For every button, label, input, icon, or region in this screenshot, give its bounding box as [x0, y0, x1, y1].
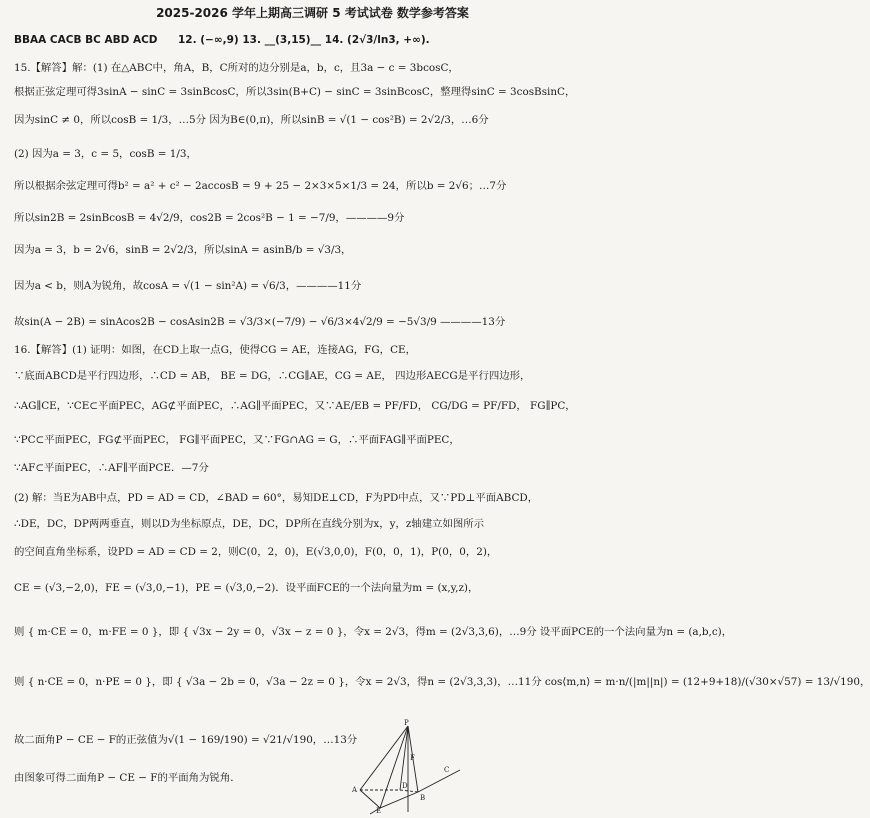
figure-label: F — [410, 754, 415, 762]
solution-line: 故sin(A − 2B) = sinAcos2B − cosAsin2B = √3/3×(−7/9) − √6/3×4√2/9 = −5√3/9 ————13分 — [14, 316, 506, 328]
solution-line: 根据正弦定理可得3sinA − sinC = 3sinBcosC，所以3sin(B+C) − sinC = 3sinBcosC，整理得sinC = 3cosBsinC， — [14, 86, 576, 98]
solution-line: 则 { m·CE = 0，m·FE = 0 }，即 { √3x − 2y = 0，√3x − z = 0 }，令x = 2√3，得m = (2√3,3,6)，…9分 设平面PCE的一个法向量为n = (a,b,c)， — [14, 626, 733, 638]
solution-line: 的空间直角坐标系，设PD = AD = CD = 2，则C(0，2，0)，E(√3,0,0)，F(0，0，1)，P(0，0，2)， — [14, 546, 498, 558]
choice-answers: BBAA CACB BC ABD ACD — [14, 34, 158, 46]
solution-line: 所以sin2B = 2sinBcosB = 4√2/9，cos2B = 2cos²B − 1 = −7/9，————9分 — [14, 212, 405, 224]
solution-line: 所以根据余弦定理可得b² = a² + c² − 2accosB = 9 + 25 − 2×3×5×1/3 = 24，所以b = 2√6；…7分 — [14, 180, 507, 192]
solution-line: ∴DE，DC，DP两两垂直，则以D为坐标原点，DE，DC，DP所在直线分别为x，y，z轴建立如图所示 — [14, 518, 485, 530]
solution-line: 16.【解答】(1) 证明：如图，在CD上取一点G，使得CG = AE，连接AG，FG，CE， — [14, 344, 416, 356]
solution-line: (2) 因为a = 3，c = 5，cosB = 1/3， — [14, 148, 197, 160]
solution-line: ∵底面ABCD是平行四边形，∴CD = AB， BE = DG，∴CG∥AE，CG = AE， 四边形AECG是平行四边形， — [14, 370, 531, 382]
solution-line: 故二面角P − CE − F的正弦值为√(1 − 169/190) = √21/√190，…13分 — [14, 734, 358, 746]
solution-line: ∵AF⊂平面PEC，∴AF∥平面PCE．—7分 — [14, 462, 209, 474]
figure-label: A — [352, 786, 358, 794]
figure-label: E — [376, 807, 382, 815]
solution-line: 则 { n·CE = 0，n·PE = 0 }，即 { √3a − 2b = 0，√3a − 2z = 0 }，令x = 2√3，得n = (2√3,3,3)，…11分 cos⟨m,n⟩ = m·n/(|m||n|) = (12+9+18)/(√30×√57) = 13/√190， — [14, 676, 870, 688]
solution-line: CE = (√3,−2,0)，FE = (√3,0,−1)，PE = (√3,0,−2)．设平面FCE的一个法向量为m = (x,y,z)， — [14, 582, 479, 594]
pyramid-figure — [340, 720, 490, 815]
figure-label: C — [444, 766, 450, 774]
fill-in-answers: 12. (−∞,9) 13. __(3,15)__ 14. (2√3/ln3, +∞). — [178, 34, 430, 46]
solution-line: (2) 解：当E为AB中点，PD = AD = CD，∠BAD = 60°，易知DE⊥CD，F为PD中点，又∵PD⊥平面ABCD， — [14, 492, 539, 504]
solution-line: 因为sinC ≠ 0，所以cosB = 1/3，…5分 因为B∈(0,π)，所以sinB = √(1 − cos²B) = 2√2/3，…6分 — [14, 114, 489, 126]
solution-line: 因为a < b，则A为锐角，故cosA = √(1 − sin²A) = √6/3，————11分 — [14, 280, 362, 292]
solution-line: 由图象可得二面角P − CE − F的平面角为锐角． — [14, 772, 241, 784]
solution-line: 因为a = 3，b = 2√6，sinB = 2√2/3，所以sinA = asinB/b = √3/3， — [14, 244, 352, 256]
solution-line: ∴AG∥CE，∵CE⊂平面PEC，AG⊄平面PEC，∴AG∥平面PEC，又∵AE/EB = PF/FD， CG/DG = PF/FD， FG∥PC， — [14, 400, 576, 412]
figure-label: P — [404, 719, 409, 727]
page-title: 2025-2026 学年上期高三调研 5 考试试卷 数学参考答案 — [156, 6, 469, 20]
solution-line: ∵PC⊂平面PEC，FG⊄平面PEC， FG∥平面PEC，又∵FG∩AG = G，∴平面FAG∥平面PEC， — [14, 434, 460, 446]
solution-line: 15.【解答】解：(1) 在△ABC中，角A，B，C所对的边分别是a，b，c，且3a − c = 3bcosC， — [14, 62, 459, 74]
figure-label: B — [420, 794, 426, 802]
figure-label: D — [402, 782, 408, 790]
